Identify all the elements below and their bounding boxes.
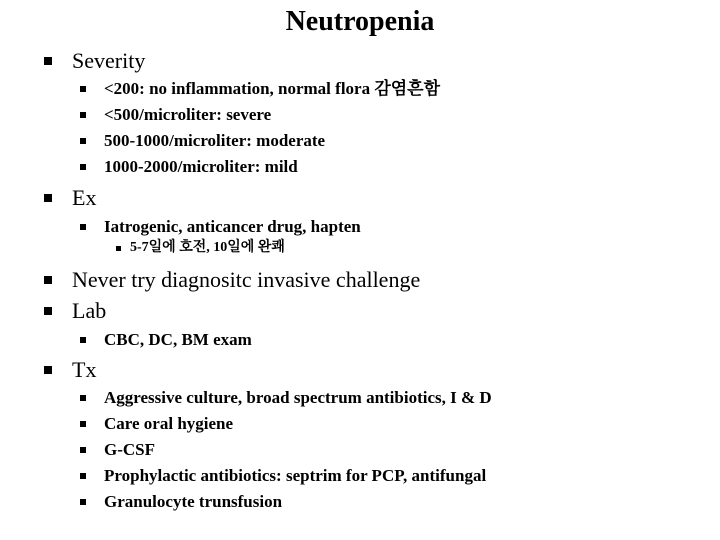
sub-bullet (80, 387, 492, 409)
bullet-never-try (44, 267, 420, 293)
bullet-label: Tx (72, 357, 97, 382)
sub-bullet (80, 491, 282, 513)
square-bullet-icon (80, 447, 86, 453)
square-bullet-icon (80, 138, 86, 144)
sub-bullet (80, 465, 486, 487)
bullet-label: Ex (72, 185, 97, 210)
sub-bullet (80, 216, 361, 238)
sub-bullet-text: Iatrogenic, anticancer drug, hapten (104, 217, 361, 236)
sub-bullet (80, 156, 298, 178)
sub-bullet (80, 104, 271, 126)
sub-bullet (80, 329, 252, 351)
slide-title: Neutropenia (285, 6, 435, 37)
sub-bullet-text: <200: no inflammation, normal flora 감염흔함 (104, 79, 441, 98)
square-bullet-icon (44, 307, 52, 315)
square-bullet-icon (80, 395, 86, 401)
square-bullet-icon (80, 337, 86, 343)
square-bullet-icon (80, 164, 86, 170)
bullet-lab (44, 298, 106, 324)
sub-sub-bullet-text: 5-7일에 호전, 10일에 완쾌 (130, 240, 285, 255)
square-bullet-icon (44, 194, 52, 202)
sub-bullet-text: Care oral hygiene (104, 414, 234, 433)
sub-sub-bullet (116, 239, 285, 257)
sub-bullet-text: 1000-2000/microliter: mild (104, 157, 298, 176)
sub-bullet-text: 500-1000/microliter: moderate (104, 131, 326, 150)
sub-bullet-text: G-CSF (104, 440, 155, 459)
square-bullet-icon (80, 86, 86, 92)
sub-bullet-text: Granulocyte trunsfusion (104, 492, 283, 511)
square-bullet-icon (44, 57, 52, 65)
sub-bullet (80, 439, 155, 461)
bullet-tx (44, 357, 96, 383)
bullet-label: Severity (72, 48, 146, 73)
square-bullet-icon (80, 421, 86, 427)
sub-bullet (80, 78, 440, 100)
sub-bullet-text: Aggressive culture, broad spectrum antibiotics, I & D (104, 388, 492, 407)
square-bullet-icon (80, 473, 86, 479)
sub-bullet (80, 413, 233, 435)
square-bullet-icon (44, 366, 52, 374)
bullet-label: Never try diagnositc invasive challenge (72, 267, 421, 292)
square-bullet-icon (116, 246, 121, 251)
sub-bullet (80, 130, 325, 152)
sub-bullet-text: Prophylactic antibiotics: septrim for PCP, antifungal (104, 466, 487, 485)
bullet-ex (44, 185, 96, 211)
bullet-severity (44, 48, 145, 74)
sub-bullet-text: <500/microliter: severe (104, 105, 272, 124)
square-bullet-icon (80, 112, 86, 118)
square-bullet-icon (44, 276, 52, 284)
square-bullet-icon (80, 224, 86, 230)
bullet-label: Lab (72, 298, 107, 323)
sub-bullet-text: CBC, DC, BM exam (104, 330, 252, 349)
square-bullet-icon (80, 499, 86, 505)
